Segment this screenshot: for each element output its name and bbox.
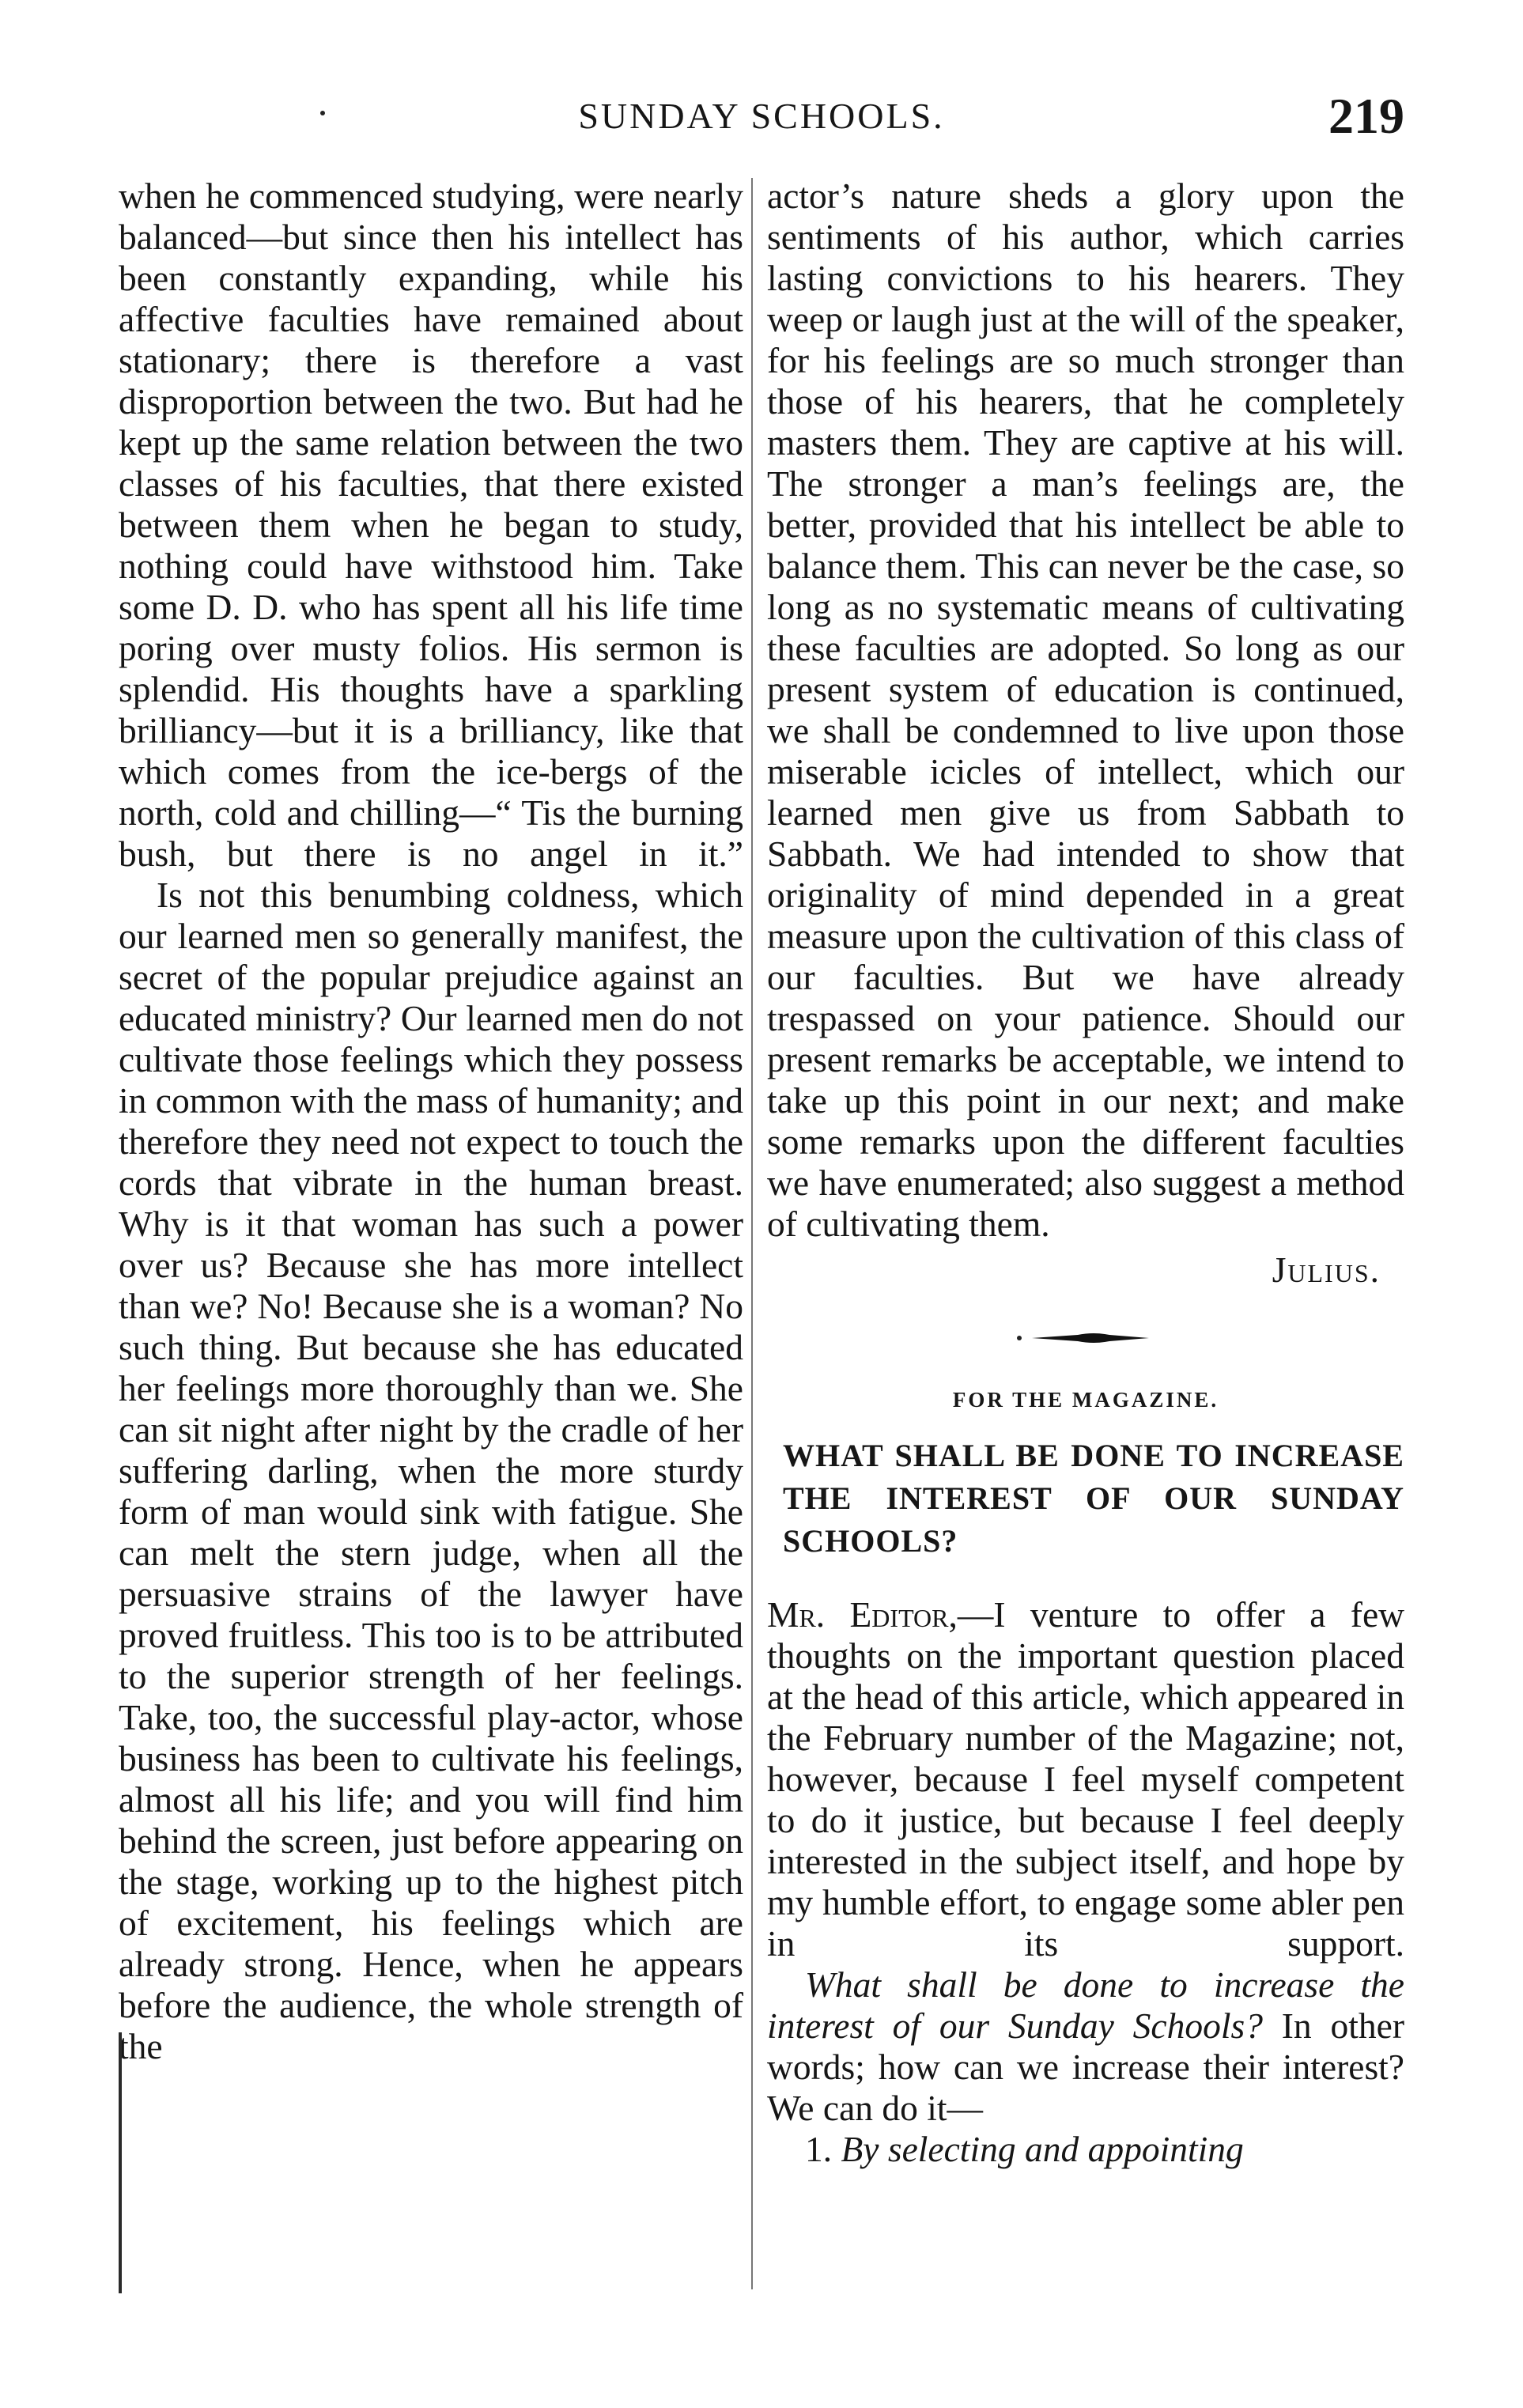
- page-number: 219: [1328, 88, 1404, 144]
- right-paragraph-4: [767, 2129, 1404, 2170]
- left-paragraph-1: when he commenced studying, were nearly balanced—but since then his intellect has been constantly expanding, while his affective faculties have remained about stationary; there is therefore a vast disproportion between the two. But had he kept up the same relation between the two classes of his faculties, that there existed between them when he began to study, nothing could have withstood him. Take some D. D. who has spent all his life time poring over musty folios. His sermon is splendid. His thoughts have a sparkling brilliancy—but it is a brilliancy, like that which comes from the ice-bergs of the north, cold and chilling—“ Tis the burning bush, but there is no angel in it.”: [119, 176, 743, 874]
- right-column: [767, 176, 1404, 2170]
- right-paragraph-3: [767, 1964, 1404, 2129]
- right-paragraph-2: [767, 1594, 1404, 1964]
- article-title: WHAT SHALL BE DONE TO INCREASE THE INTEREST OF OUR SUNDAY SCHOOLS?: [783, 1438, 1404, 1559]
- paragraph-4-italic: By selecting and appointing: [841, 2129, 1244, 2169]
- left-column: [119, 176, 743, 2067]
- signature: Julius.: [1272, 1249, 1381, 1290]
- paragraph-3-question: What shall be done to increase the interest of our Sunday Schools?: [767, 1964, 1404, 2046]
- salutation: Mr. Editor,: [767, 1594, 958, 1635]
- binding-edge-marks: [119, 2032, 125, 2293]
- for-the-magazine-line: FOR THE MAGAZINE.: [952, 1388, 1219, 1412]
- paragraph-2-body: —I venture to offer a few thoughts on the important question placed at the head of this article, which appeared in the February number of the Magazine; not, however, because I feel myself competent to do it justice, but because I feel deeply interested in the subject itself, and hope by my humble effort, to engage some abler pen in its support.: [767, 1594, 1404, 1964]
- list-number: 1.: [805, 2129, 833, 2169]
- page-header: [0, 87, 1523, 158]
- left-paragraph-2: Is not this benumbing coldness, which our learned men so generally manifest, the secret of the popular prejudice against an educated ministry? Our learned men do not cultivate those feelings which they possess in common with the mass of humanity; and therefore they need not expect to touch the cords that vibrate in the human breast. Why is it that woman has such a power over us? Because she has more intellect than we? No! Because she is a woman? No such thing. But because she has educated her feelings more thoroughly than we. She can sit night after night by the cradle of her suffering darling, when the more sturdy form of man would sink with fatigue. She can melt the stern judge, when all the persuasive strains of the lawyer have proved fruitless. This too is to be attributed to the superior strength of her feelings. Take, too, the successful play-actor, whose business has been to cultivate his feelings, almost all his life; and you will find him behind the screen, just before appearing on the stage, working up to the highest pitch of excitement, his feelings which are already strong. Hence, when he appears before the audience, the whole strength of the: [119, 875, 743, 2066]
- running-title: SUNDAY SCHOOLS.: [578, 96, 945, 136]
- ornament-divider-icon: [1015, 1329, 1157, 1348]
- paragraph-3-body: In other words; how can we increase their interest? We can do it—: [767, 2005, 1404, 2128]
- column-divider: [751, 178, 753, 2289]
- right-paragraph-1: actor’s nature sheds a glory upon the sentiments of his author, which carries lasting convictions to his hearers. They weep or laugh just at the will of the speaker, for his feelings are so much stronger than those of his hearers, that he completely masters them. They are captive at his will. The stronger a man’s feelings are, the better, provided that his intellect be able to balance them. This can never be the case, so long as no systematic means of cultivating these faculties are adopted. So long as our present system of education is continued, we shall be condemned to live upon those miserable icicles of intellect, which our learned men give us from Sabbath to Sabbath. We had intended to show that originality of mind depended in a great measure upon the cultivation of this class of our faculties. But we have already trespassed on your patience. Should our present remarks be acceptable, we intend to take up this point in our next; and make some remarks upon the different faculties we have enumerated; also suggest a method of cultivating them.: [767, 176, 1404, 1244]
